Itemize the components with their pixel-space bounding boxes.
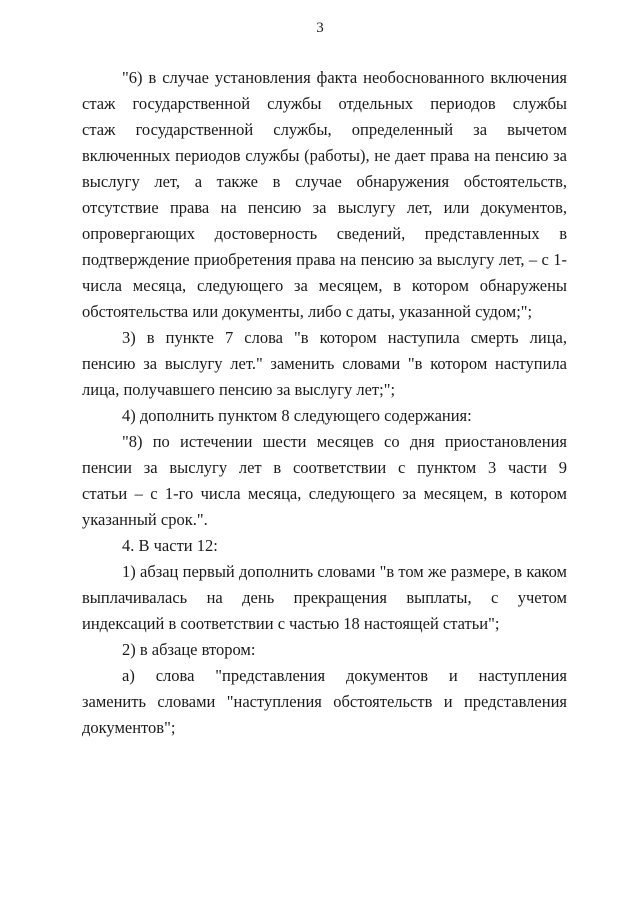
text-line: лица, получавшего пенсию за выслугу лет;";: [82, 380, 396, 399]
text-line: "6) в случае установления факта необоснованного включения: [122, 68, 567, 87]
text-line: 4) дополнить пунктом 8 следующего содержания:: [122, 406, 472, 425]
text-line: "8) по истечении шести месяцев со дня приостановления: [122, 432, 567, 451]
text-line: 4. В части 12:: [122, 536, 218, 555]
text-line: обстоятельства или документы, либо с даты, указанной судом;";: [82, 302, 533, 321]
text-line: пенсию за выслугу лет." заменить словами "в котором наступила: [82, 354, 567, 373]
text-line: стаж государственной службы отдельных периодов службы: [82, 94, 567, 113]
text-line: опровергающих достоверность сведений, представленных в: [82, 224, 567, 243]
text-line: указанный срок.".: [82, 510, 208, 529]
page-number: 3: [316, 20, 324, 36]
text-line: отсутствие права на пенсию за выслугу лет, или документов,: [82, 198, 567, 217]
text-line: статьи – с 1-го числа месяца, следующего за месяцем, в котором: [82, 484, 567, 503]
text-line: подтверждение приобретения права на пенсию за выслугу лет, – с 1-: [82, 250, 567, 269]
text-line: 1) абзац первый дополнить словами "в том же размере, в каком: [122, 562, 567, 581]
text-line: а) слова "представления документов и наступления: [122, 666, 567, 685]
text-line: документов";: [82, 718, 176, 737]
text-line: выслугу лет, а также в случае обнаружения обстоятельств,: [82, 172, 567, 191]
text-line: 3) в пункте 7 слова "в котором наступила смерть лица,: [122, 328, 567, 347]
text-line: пенсии за выслугу лет в соответствии с пунктом 3 части 9: [82, 458, 567, 477]
text-line: выплачивалась на день прекращения выплаты, с учетом: [82, 588, 567, 607]
text-line: индексаций в соответствии с частью 18 настоящей статьи";: [82, 614, 500, 633]
text-line: числа месяца, следующего за месяцем, в котором обнаружены: [82, 276, 567, 295]
text-line: 2) в абзаце втором:: [122, 640, 256, 659]
text-line: включенных периодов службы (работы), не дает права на пенсию за: [82, 146, 567, 165]
text-line: заменить словами "наступления обстоятельств и представления: [82, 692, 567, 711]
text-line: стаж государственной службы, определенный за вычетом: [82, 120, 567, 139]
